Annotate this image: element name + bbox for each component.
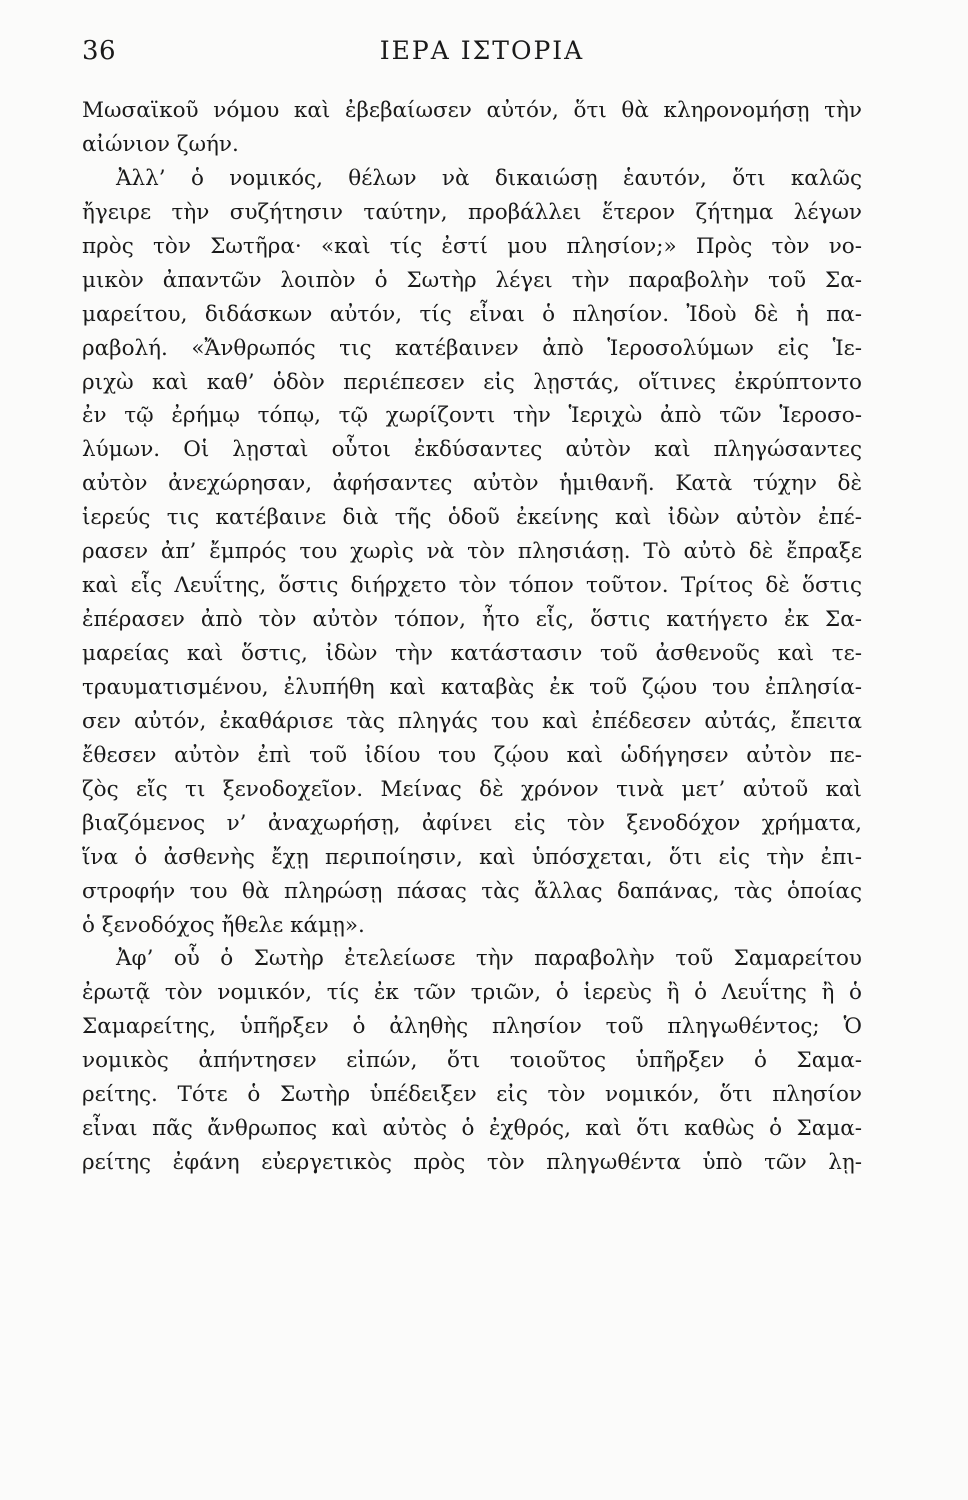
- text-line: σεν αὐτόν, ἐκαθάρισε τὰς πληγάς του καὶ ἐπέδεσεν αὐτάς, ἔπειτα: [82, 708, 862, 734]
- body-text: [82, 94, 862, 1180]
- text-line: μαρείτου, διδάσκων αὐτόν, τίς εἶναι ὁ πλησίον. Ἰδοὺ δὲ ἡ πα-: [82, 301, 862, 327]
- text-line: στροφήν του θὰ πληρώσῃ πάσας τὰς ἄλλας δαπάνας, τὰς ὁποίας: [82, 878, 862, 904]
- text-line: ρείτης ἐφάνη εὐεργετικὸς πρὸς τὸν πληγωθέντα ὑπὸ τῶν λῃ-: [82, 1150, 862, 1176]
- text-line: Σαμαρείτης, ὑπῆρξεν ὁ ἀληθὴς πλησίον τοῦ πληγωθέντος; Ὁ: [82, 1014, 862, 1040]
- text-line: αὐτὸν ἀνεχώρησαν, ἀφήσαντες αὐτὸν ἡμιθανῆ. Κατὰ τύχην δὲ: [82, 471, 862, 497]
- text-line: μικὸν ἀπαντῶν λοιπὸν ὁ Σωτὴρ λέγει τὴν παραβολὴν τοῦ Σα-: [82, 267, 862, 293]
- text-line: μαρείας καὶ ὅστις, ἰδὼν τὴν κατάστασιν τοῦ ἀσθενοῦς καὶ τε-: [82, 641, 862, 666]
- text-line: Μωσαϊκοῦ νόμου καὶ ἐβεβαίωσεν αὐτόν, ὅτι θὰ κληρονομήσῃ τὴν: [82, 98, 862, 123]
- text-line: ἵνα ὁ ἀσθενὴς ἔχῃ περιποίησιν, καὶ ὑπόσχεται, ὅτι εἰς τὴν ἐπι-: [82, 844, 862, 870]
- text-line: ἐρωτᾷ τὸν νομικόν, τίς ἐκ τῶν τριῶν, ὁ ἱερεὺς ἢ ὁ Λευΐτης ἢ ὁ: [82, 980, 862, 1006]
- page-header: [82, 36, 882, 76]
- text-line: πρὸς τὸν Σωτῆρα· «καὶ τίς ἐστί μου πλησίον;» Πρὸς τὸν νο-: [82, 233, 862, 259]
- text-line: ριχὼ καὶ καθ’ ὁδὸν περιέπεσεν εἰς λῃστάς, οἵτινες ἐκρύπτοντο: [82, 369, 862, 395]
- text-line: ἔθεσεν αὐτὸν ἐπὶ τοῦ ἰδίου του ζῴου καὶ ὡδήγησεν αὐτὸν πε-: [82, 742, 862, 768]
- text-line: βιαζόμενος ν’ ἀναχωρήσῃ, ἀφίνει εἰς τὸν ξενοδόχον χρήματα,: [82, 810, 862, 836]
- text-line: καὶ εἷς Λευΐτης, ὅστις διήρχετο τὸν τόπον τοῦτον. Τρίτος δὲ ὅστις: [82, 573, 862, 599]
- text-line: ρασεν ἀπ’ ἔμπρός του χωρὶς νὰ τὸν πλησιάσῃ. Τὸ αὐτὸ δὲ ἔπραξε: [82, 539, 862, 565]
- page-number: 36: [82, 36, 117, 66]
- text-line: ἐν τῷ ἐρήμῳ τόπῳ, τῷ χωρίζοντι τὴν Ἱεριχὼ ἀπὸ τῶν Ἱεροσο-: [82, 403, 862, 429]
- text-line: ρείτης. Τότε ὁ Σωτὴρ ὑπέδειξεν εἰς τὸν νομικόν, ὅτι πλησίον: [82, 1082, 862, 1108]
- text-line: ζὸς εἴς τι ξενοδοχεῖον. Μείνας δὲ χρόνον τινὰ μετ’ αὐτοῦ καὶ: [82, 776, 862, 802]
- text-line: Ἀλλ’ ὁ νομικός, θέλων νὰ δικαιώσῃ ἑαυτόν, ὅτι καλῶς: [116, 165, 862, 191]
- text-line: ἱερεύς τις κατέβαινε διὰ τῆς ὁδοῦ ἐκείνης καὶ ἰδὼν αὐτὸν ἐπέ-: [82, 505, 862, 531]
- text-line: αἰώνιον ζωήν.: [82, 131, 239, 157]
- text-line: τραυματισμένου, ἐλυπήθη καὶ καταβὰς ἐκ τοῦ ζῴου του ἐπλησία-: [82, 674, 862, 700]
- running-head: ΙΕΡΑ ΙΣΤΟΡΙΑ: [379, 36, 585, 65]
- text-line: λύμων. Οἱ λῃσταὶ οὗτοι ἐκδύσαντες αὐτὸν καὶ πληγώσαντες: [82, 437, 862, 463]
- text-line: νομικὸς ἀπήντησεν εἰπών, ὅτι τοιοῦτος ὑπῆρξεν ὁ Σαμα-: [82, 1048, 862, 1074]
- text-line: ὁ ξενοδόχος ἤθελε κάμῃ».: [82, 912, 365, 938]
- text-line: Ἀφ’ οὗ ὁ Σωτὴρ ἐτελείωσε τὴν παραβολὴν τοῦ Σαμαρείτου: [116, 946, 862, 972]
- text-line: ἐπέρασεν ἀπὸ τὸν αὐτὸν τόπον, ἦτο εἷς, ὅστις κατήγετο ἐκ Σα-: [82, 607, 862, 633]
- text-line: ραβολή. «Ἄνθρωπός τις κατέβαινεν ἀπὸ Ἱεροσολύμων εἰς Ἱε-: [82, 335, 862, 361]
- text-line: ἤγειρε τὴν συζήτησιν ταύτην, προβάλλει ἕτερον ζήτημα λέγων: [82, 199, 862, 225]
- text-line: εἶναι πᾶς ἄνθρωπος καὶ αὐτὸς ὁ ἐχθρός, καὶ ὅτι καθὼς ὁ Σαμα-: [82, 1116, 862, 1142]
